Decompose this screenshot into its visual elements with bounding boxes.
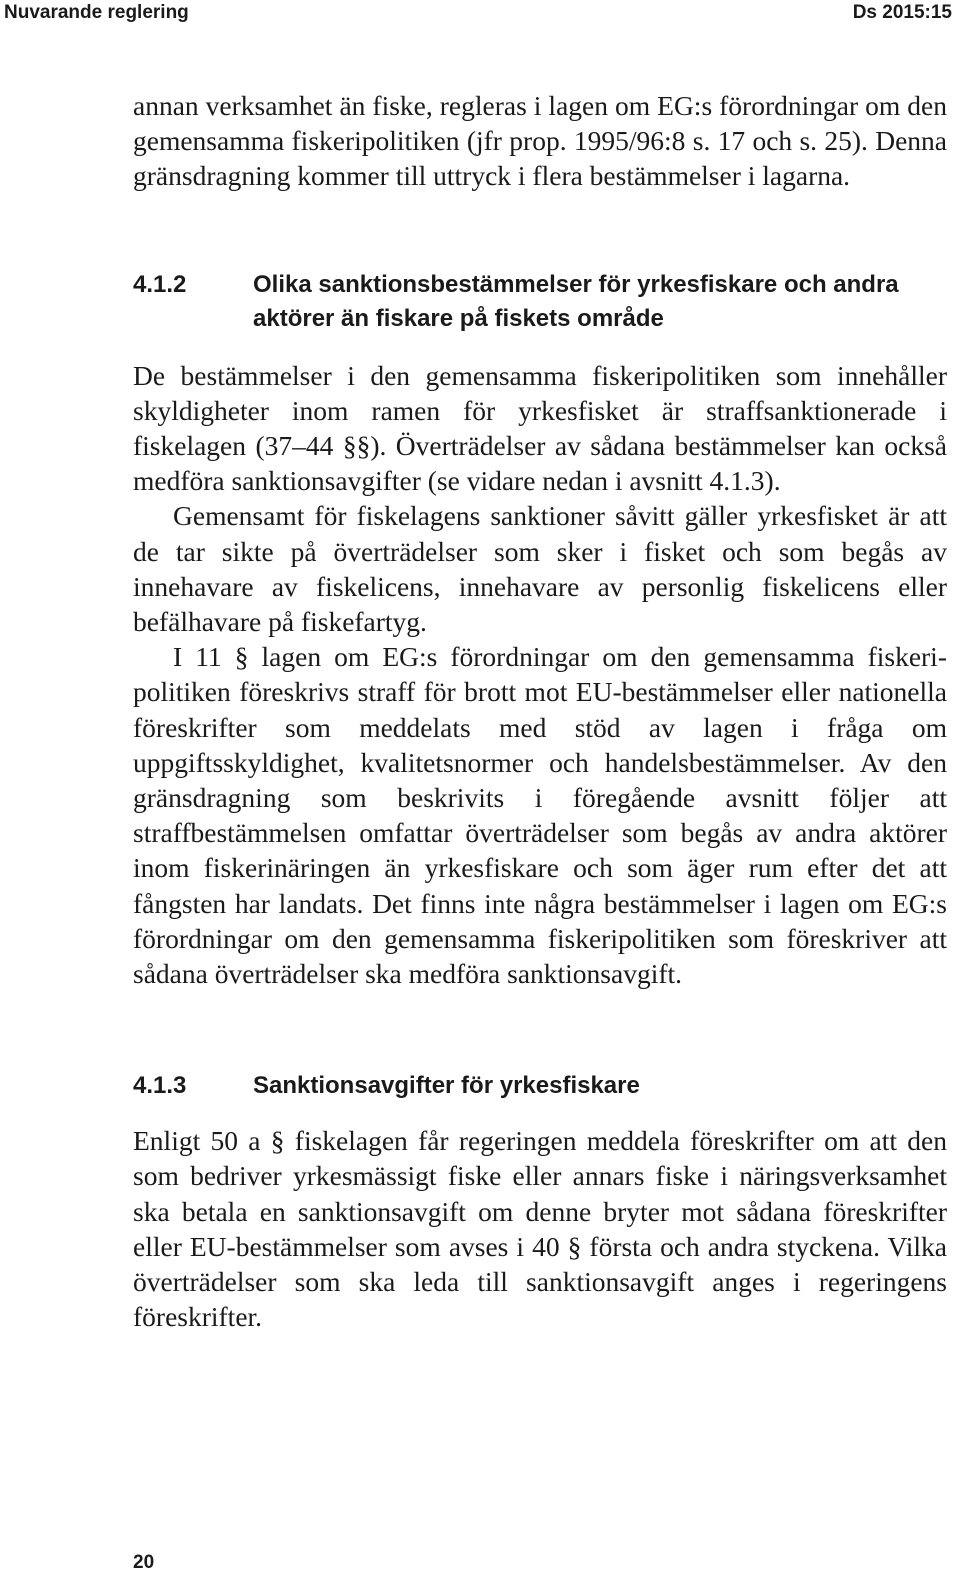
intro-paragraph: annan verksamhet än fiske, regleras i lagen om EG:s förordningar om den gemensamma fiskeripolitiken (jfr prop. 1995/96:8 s. 17 och s. 25). Denna gränsdragning kommer till uttryck i flera bestämmelser i lagarna. <box>133 90 947 192</box>
body-paragraph: Gemensamt för fiskelagens sanktioner såvitt gäller yrkesfisket är att de tar sikte på överträdelser som sker i fisket och som begås av innehavare av fiskelicens, innehavare av personlig fiskelicens eller befälhavare på fiskefartyg. <box>133 500 947 638</box>
page-number: 20 <box>133 1552 155 1573</box>
section-title: Sanktionsavgifter för yrkesfiskare <box>253 1072 640 1100</box>
running-header <box>0 0 960 34</box>
body-paragraph: Enligt 50 a § fiskelagen får regeringen meddela föreskrifter om att den som bedriver yrkesmässigt fiske eller annars fiske i näringsverksamhet ska betala en sanktionsavgift om denne bryter mot sådana föreskrifter eller EU-bestämmelser som avses i 40 § första och andra styckena. Vilka överträdelser som ska leda till sanktionsavgift anges i regeringens föreskrifter. <box>133 1125 947 1333</box>
body-paragraph: I 11 § lagen om EG:s förordningar om den gemensamma fiskeripolitiken föreskrivs straff för brott mot EU-bestämmelser eller nationella föreskrifter som meddelats med stöd av lagen i fråga om uppgiftsskyldighet, kvalitetsnormer och handelsbestämmelser. Av den gränsdragning som beskrivits i föregående avsnitt följer att straffbestämmelsen omfattar överträdelser som begås av andra aktörer inom fiskerinäringen än yrkesfiskare och som äger rum efter det att fångsten har landats. Det finns inte några bestämmelser i lagen om EG:s förordningar om den gemensamma fiskeripolitiken som föreskriver att sådana överträdelser ska medföra sanktionsavgift. <box>133 641 947 990</box>
header-document-id: Ds 2015:15 <box>852 2 952 23</box>
page-body <box>133 88 947 1334</box>
section-number: 4.1.3 <box>133 1072 187 1100</box>
header-chapter-title: Nuvarande reglering <box>4 2 189 23</box>
section-number: 4.1.2 <box>133 270 187 298</box>
body-paragraph: De bestämmelser i den gemensamma fiskeripolitiken som innehåller skyldigheter inom ramen för yrkesfisket är straffsanktionerade i fiskelagen (37–44 §§). Överträdelser av sådana bestämmelser kan också medföra sanktionsavgifter (se vidare nedan i avsnitt 4.1.3). <box>133 359 947 497</box>
section-heading-4-1-2 <box>133 268 947 336</box>
section-title: Olika sanktionsbestämmelser för yrkesfiskare och andra aktörer än fiskare på fiskets område <box>253 270 899 332</box>
section-heading-4-1-3 <box>133 1069 947 1103</box>
